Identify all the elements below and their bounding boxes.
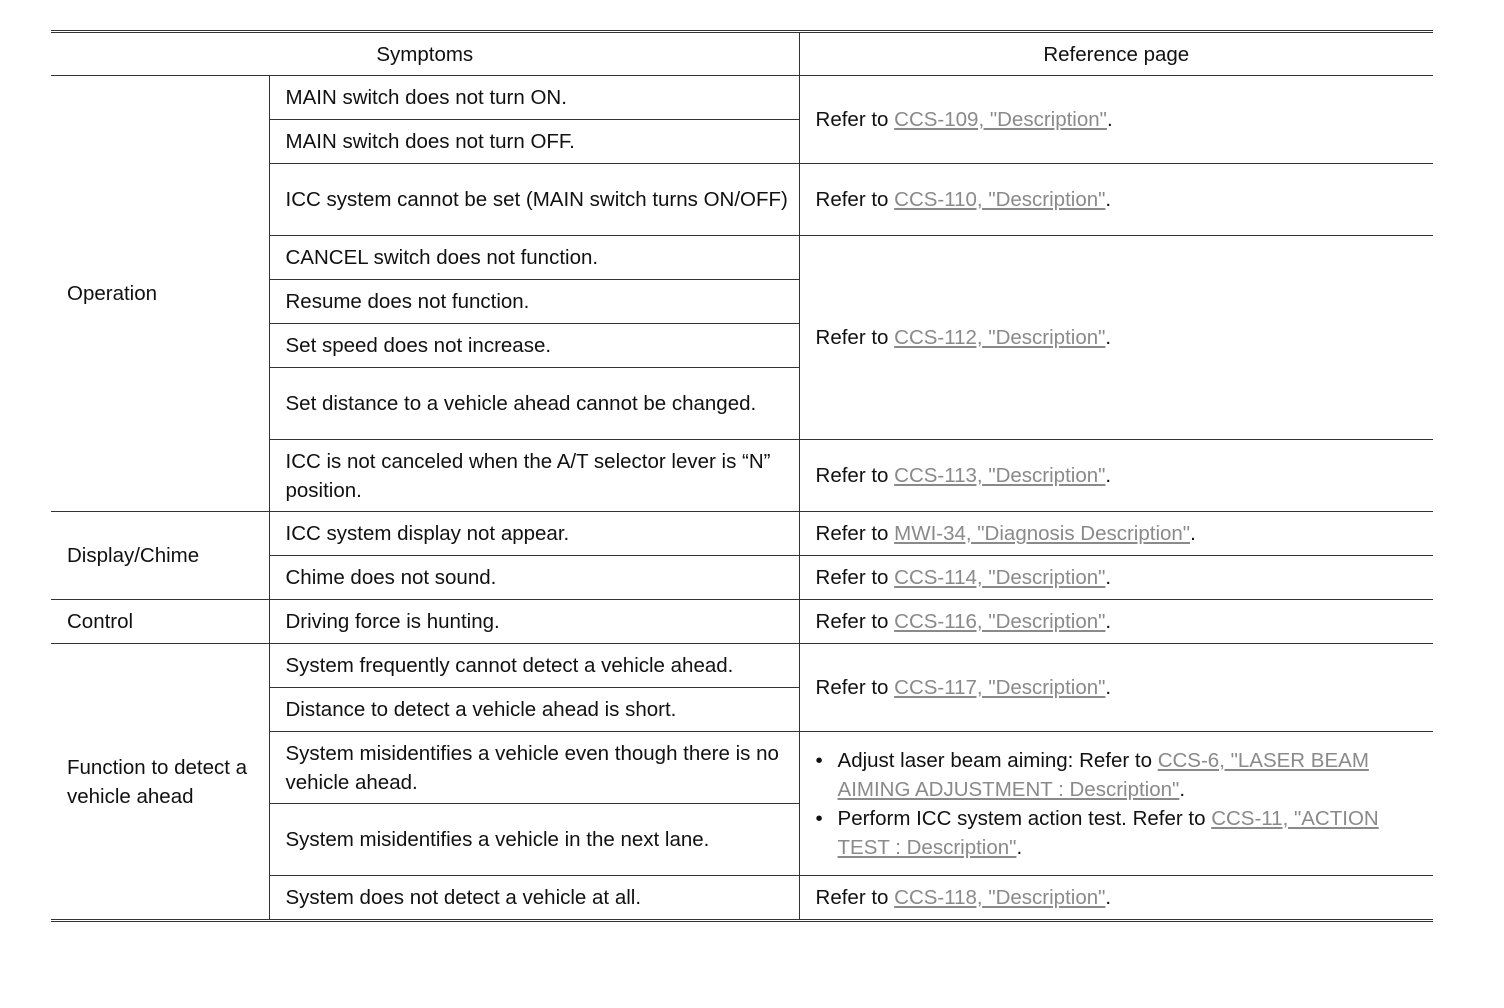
refer-to-text: Refer to [815, 464, 895, 487]
bullet-icon: • [815, 806, 823, 830]
reference-link-ccs-114[interactable]: CCS-114, "Description" [894, 566, 1106, 589]
reference-link-mwi-34[interactable]: MWI-34, "Diagnosis Description" [894, 522, 1191, 545]
list-item: • Perform ICC system action test. Refer to CCS-11, "ACTION TEST : Description". [838, 804, 1426, 862]
symptom-chime: Chime does not sound. [269, 556, 799, 600]
reference-link-ccs-6[interactable]: CCS-6, "LASER BEAM AIMING ADJUSTMENT : Description" [837, 748, 1369, 801]
refer-to-text: Refer to [815, 610, 895, 633]
refer-to-text: Refer to [815, 886, 895, 909]
reference-link-ccs-109[interactable]: CCS-109, "Description" [894, 108, 1107, 131]
list-item: • Adjust laser beam aiming: Refer to CCS-6, "LASER BEAM AIMING ADJUSTMENT : Description". [838, 746, 1426, 804]
symptom-set-distance: Set distance to a vehicle ahead cannot be changed. [269, 368, 799, 440]
category-control: Control [51, 600, 269, 644]
reference-cell: Refer to CCS-109, "Description". [799, 76, 1433, 164]
symptoms-header: Symptoms [51, 32, 799, 76]
header-row [51, 32, 1433, 76]
refer-to-text: Refer to [815, 326, 895, 349]
symptom-not-detect-all: System does not detect a vehicle at all. [269, 876, 799, 921]
reference-cell-bullets [799, 732, 1433, 876]
category-detect-vehicle: Function to detect a vehicle ahead [51, 644, 269, 921]
symptom-main-off: MAIN switch does not turn OFF. [269, 120, 799, 164]
symptom-cancel-switch: CANCEL switch does not function. [269, 236, 799, 280]
reference-bullet-list [816, 746, 1426, 862]
symptom-hunting: Driving force is hunting. [269, 600, 799, 644]
category-display-chime: Display/Chime [51, 512, 269, 600]
reference-link-ccs-117[interactable]: CCS-117, "Description" [894, 676, 1106, 699]
symptom-resume: Resume does not function. [269, 280, 799, 324]
refer-to-text: Refer to [815, 522, 895, 545]
reference-link-ccs-116[interactable]: CCS-116, "Description" [894, 610, 1106, 633]
table-row [51, 600, 1433, 644]
table-row [51, 76, 1433, 120]
reference-cell: Refer to CCS-118, "Description". [799, 876, 1433, 921]
symptoms-table [51, 30, 1433, 922]
symptom-set-speed: Set speed does not increase. [269, 324, 799, 368]
reference-cell: Refer to CCS-113, "Description". [799, 440, 1433, 512]
reference-cell: Refer to MWI-34, "Diagnosis Description". [799, 512, 1433, 556]
category-operation: Operation [51, 76, 269, 512]
symptom-misidentifies-next-lane: System misidentifies a vehicle in the next lane. [269, 804, 799, 876]
symptom-main-on: MAIN switch does not turn ON. [269, 76, 799, 120]
reference-cell: Refer to CCS-112, "Description". [799, 236, 1433, 440]
symptom-misidentifies-no-vehicle: System misidentifies a vehicle even though there is no vehicle ahead. [269, 732, 799, 804]
symptom-cannot-detect: System frequently cannot detect a vehicle ahead. [269, 644, 799, 688]
symptom-icc-cannot-set: ICC system cannot be set (MAIN switch turns ON/OFF) [269, 164, 799, 236]
reference-cell: Refer to CCS-110, "Description". [799, 164, 1433, 236]
reference-link-ccs-110[interactable]: CCS-110, "Description" [894, 188, 1106, 211]
reference-header: Reference page [799, 32, 1433, 76]
table-row [51, 644, 1433, 688]
symptom-short-distance: Distance to detect a vehicle ahead is short. [269, 688, 799, 732]
reference-link-ccs-112[interactable]: CCS-112, "Description" [894, 326, 1106, 349]
refer-to-text: Refer to [815, 108, 895, 131]
reference-cell: Refer to CCS-116, "Description". [799, 600, 1433, 644]
reference-link-ccs-113[interactable]: CCS-113, "Description" [894, 464, 1106, 487]
refer-to-text: Refer to [815, 676, 895, 699]
refer-to-text: Refer to [815, 566, 895, 589]
reference-link-ccs-118[interactable]: CCS-118, "Description" [894, 886, 1106, 909]
reference-link-ccs-11[interactable]: CCS-11, "ACTION TEST : Description" [837, 806, 1379, 859]
reference-cell: Refer to CCS-117, "Description". [799, 644, 1433, 732]
bullet-icon: • [815, 748, 823, 772]
reference-cell: Refer to CCS-114, "Description". [799, 556, 1433, 600]
refer-to-text: Refer to [815, 188, 895, 211]
symptom-icc-not-canceled: ICC is not canceled when the A/T selector lever is “N” position. [269, 440, 799, 512]
symptom-display-not-appear: ICC system display not appear. [269, 512, 799, 556]
table-row [51, 512, 1433, 556]
